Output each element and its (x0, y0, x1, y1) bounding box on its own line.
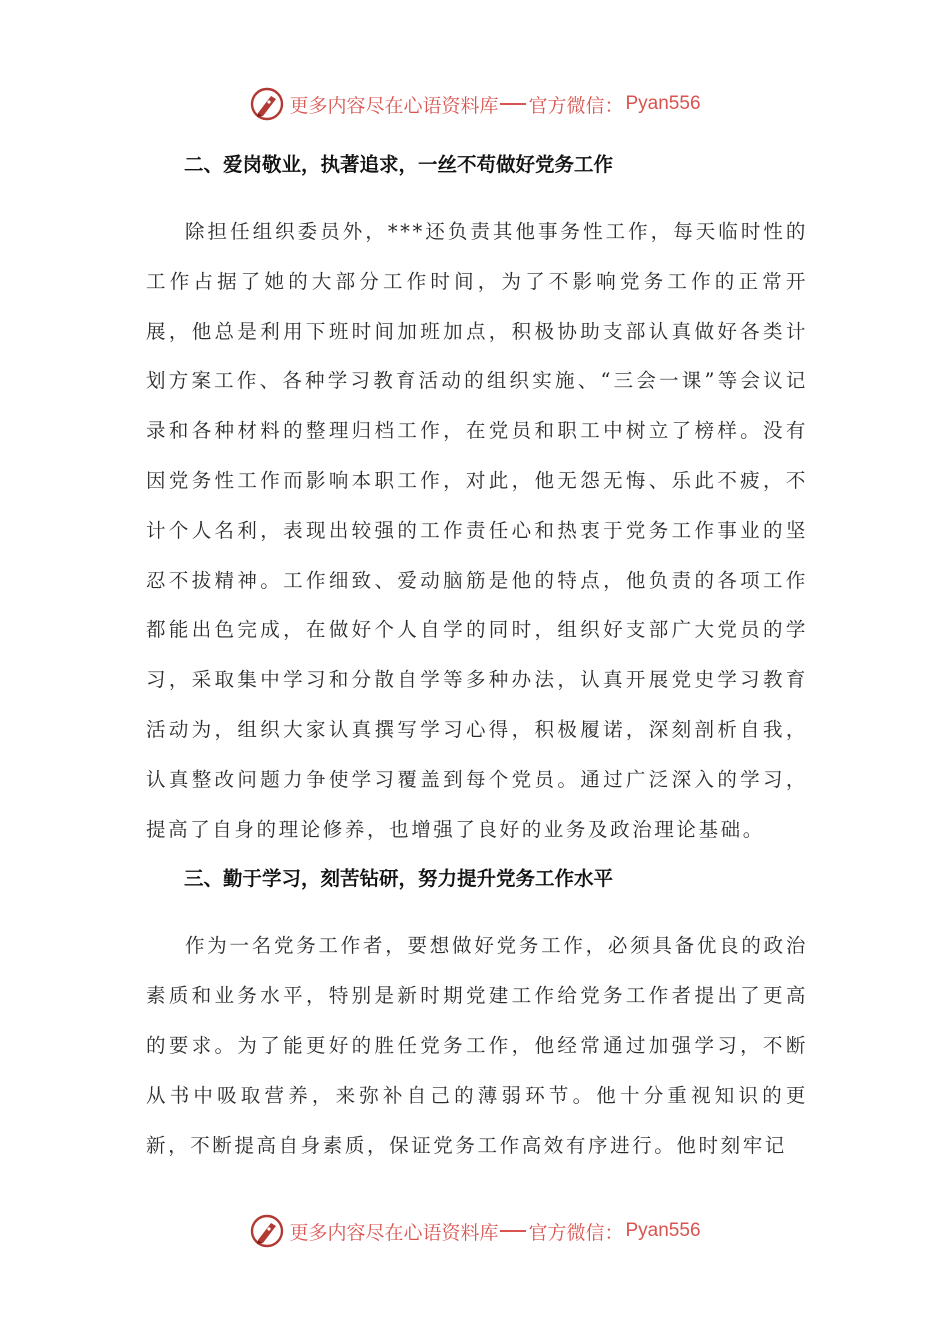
section-paragraph-2: 除担任组织委员外，***还负责其他事务性工作，每天临时性的工作占据了她的大部分工作时间，为了不影响党务工作的正常开展，他总是利用下班时间加班加点，积极协助支部认真做好各类计划方案工作、各种学习教育活动的组织实施、“三会一课”等会议记录和各种材料的整理归档工作，在党员和职工中树立了榜样。没有因党务性工作而影响本职工作，对此，他无怨无悔、乐此不疲，不计个人名利，表现出较强的工作责任心和热衷于党务工作事业的坚忍不拔精神。工作细致、爱动脑筋是他的特点，他负责的各项工作都能出色完成，在做好个人自学的同时，组织好支部广大党员的学习，采取集中学习和分散自学等多种办法，认真开展党史学习教育活动为，组织大家认真撰写学习心得，积极履诺，深刻剖析自我，认真整改问题力争使学习覆盖到每个党员。通过广泛深入的学习，提高了自身的理论修养，也增强了良好的业务及政治理论基础。 (146, 220, 808, 841)
banner-wechat-label: 官方微信： (528, 1221, 624, 1244)
banner-dash (500, 1230, 526, 1232)
banner-wechat-label: 官方微信： (528, 94, 624, 117)
banner-dash (500, 103, 526, 105)
section-heading-2: 二、爱岗敬业，执著追求，一丝不苟做好党务工作 (184, 153, 614, 176)
banner-text: 更多内容尽在心语资料库 (289, 94, 499, 117)
pen-nib-logo-icon (249, 86, 285, 122)
pen-nib-logo-icon (249, 1213, 285, 1249)
header-watermark-banner (0, 84, 950, 124)
banner-text: 更多内容尽在心语资料库 (289, 1221, 499, 1244)
document-body (146, 150, 808, 1170)
section-paragraph-3: 作为一名党务工作者，要想做好党务工作，必须具备优良的政治素质和业务水平，特别是新时期党建工作给党务工作者提出了更高的要求。为了能更好的胜任党务工作，他经常通过加强学习，不断从书中吸取营养，来弥补自己的薄弱环节。他十分重视知识的更新，不断提高自身素质，保证党务工作高效有序进行。他时刻牢记 (146, 934, 808, 1157)
banner-wechat-id: Pyan556 (625, 93, 701, 114)
section-heading-3: 三、勤于学习，刻苦钻研，努力提升党务工作水平 (184, 867, 614, 891)
footer-watermark-banner (0, 1211, 950, 1251)
banner-wechat-id: Pyan556 (625, 1220, 701, 1241)
